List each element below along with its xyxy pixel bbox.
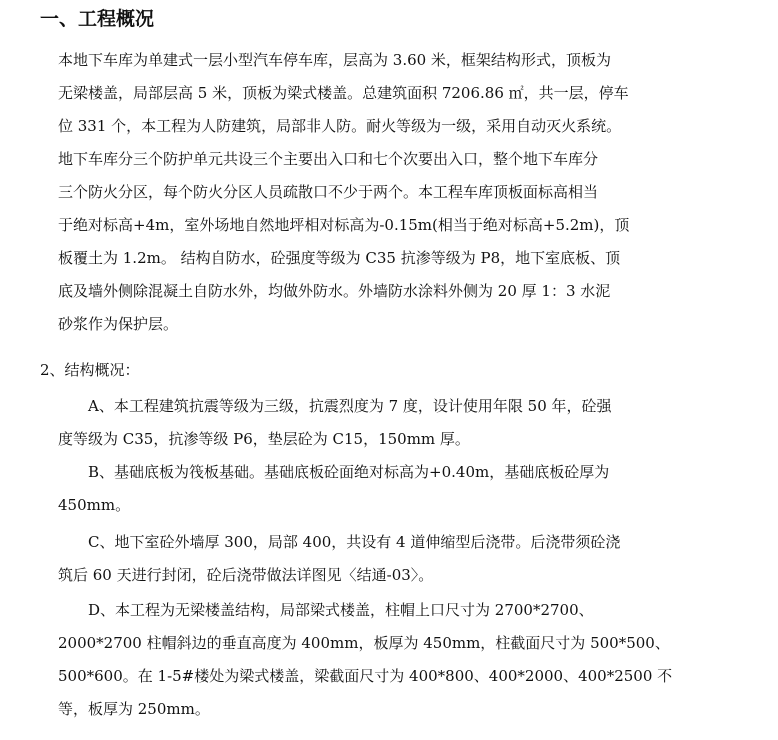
item-c-paragraph xyxy=(58,526,620,592)
paragraph-line: 等，板厚为 250mm。 xyxy=(58,700,210,718)
paragraph-line: 砂浆作为保护层。 xyxy=(58,315,179,333)
paragraph-line: 500*600。在 1-5#楼处为梁式楼盖，梁截面尺寸为 400*800、400*2000、400*2500 不 xyxy=(58,667,673,685)
paragraph-line: B、基础底板为筏板基础。基础底板砼面绝对标高为+0.40m，基础底板砼厚为 xyxy=(88,463,610,481)
paragraph-line: C、地下室砼外墙厚 300，局部 400，共设有 4 道伸缩型后浇带。后浇带须砼浇 xyxy=(88,533,621,551)
paragraph-line: 地下车库分三个防护单元共设三个主要出入口和七个次要出入口，整个地下车库分 xyxy=(58,150,599,168)
paragraph-line: 于绝对标高+4m，室外场地自然地坪相对标高为-0.15m(相当于绝对标高+5.2m)，顶 xyxy=(58,216,630,234)
paragraph-line: A、本工程建筑抗震等级为三级，抗震烈度为 7 度，设计使用年限 50 年，砼强 xyxy=(88,397,612,415)
item-a-paragraph xyxy=(58,390,612,456)
structure-overview-heading: 2、结构概况： xyxy=(40,361,140,379)
section-heading: 一、工程概况 xyxy=(40,8,155,30)
item-b-paragraph xyxy=(58,456,609,522)
paragraph-line: 度等级为 C35，抗渗等级 P6，垫层砼为 C15，150mm 厚。 xyxy=(58,430,470,448)
paragraph-line: 无梁楼盖，局部层高 5 米，顶板为梁式楼盖。总建筑面积 7206.86 ㎡，共一层，停车 xyxy=(58,84,629,102)
paragraph-line: 本地下车库为单建式一层小型汽车停车库，层高为 3.60 米，框架结构形式，顶板为 xyxy=(58,51,611,69)
project-overview-paragraph xyxy=(58,44,629,341)
paragraph-line: 位 331 个，本工程为人防建筑，局部非人防。耐火等级为一级，采用自动灭火系统。 xyxy=(58,117,622,135)
item-d-paragraph xyxy=(58,594,672,726)
paragraph-line: D、本工程为无梁楼盖结构，局部梁式楼盖，柱帽上口尺寸为 2700*2700、 xyxy=(88,601,594,619)
paragraph-line: 筑后 60 天进行封闭，砼后浇带做法详图见〈结通-03〉。 xyxy=(58,566,434,584)
paragraph-line: 三个防火分区，每个防火分区人员疏散口不少于两个。本工程车库顶板面标高相当 xyxy=(58,183,599,201)
paragraph-line: 2000*2700 柱帽斜边的垂直高度为 400mm，板厚为 450mm，柱截面尺寸为 500*500、 xyxy=(58,634,670,652)
paragraph-line: 450mm。 xyxy=(58,496,131,514)
paragraph-line: 板覆土为 1.2m。 结构自防水，砼强度等级为 C35 抗渗等级为 P8，地下室底板、顶 xyxy=(58,249,621,267)
paragraph-line: 底及墙外侧除混凝土自防水外，均做外防水。外墙防水涂料外侧为 20 厚 1：3 水泥 xyxy=(58,282,611,300)
